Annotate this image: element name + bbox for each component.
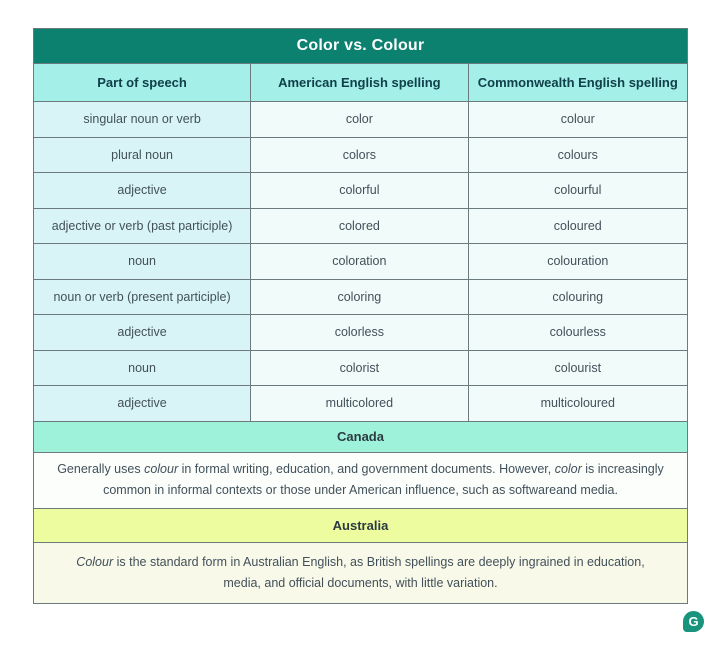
canada-section-heading: Canada: [34, 421, 687, 452]
table-title: Color vs. Colour: [34, 29, 687, 63]
canada-note-text: Generally uses colour in formal writing, education, and government documents. However, color is increasingly common in informal contexts or those under American influence, such as softwareand media.: [57, 462, 664, 497]
table-row: [34, 172, 687, 208]
table-row: [34, 208, 687, 244]
australia-section-heading: Australia: [34, 508, 687, 542]
australia-note-text: Colour is the standard form in Australian English, as British spellings are deeply ingrained in education, media, and official documents, with little variation.: [76, 554, 645, 590]
commonwealth-spelling-cell: colourless: [468, 315, 687, 350]
table-body: [34, 101, 687, 421]
commonwealth-spelling-cell: multicoloured: [468, 386, 687, 421]
table-row: [34, 279, 687, 315]
commonwealth-spelling-cell: colourful: [468, 173, 687, 208]
table-row: [34, 350, 687, 386]
american-spelling-cell: color: [250, 102, 467, 137]
table-header-row: [34, 63, 687, 101]
american-spelling-cell: coloring: [250, 280, 467, 315]
canada-note: [34, 452, 687, 508]
part-of-speech-cell: adjective or verb (past participle): [34, 209, 250, 244]
commonwealth-spelling-cell: colouration: [468, 244, 687, 279]
part-of-speech-cell: adjective: [34, 315, 250, 350]
header-part-of-speech: Part of speech: [34, 64, 250, 101]
american-spelling-cell: colors: [250, 138, 467, 173]
american-spelling-cell: coloration: [250, 244, 467, 279]
grammarly-logo-icon: G: [683, 611, 704, 632]
part-of-speech-cell: noun: [34, 244, 250, 279]
color-vs-colour-table: [33, 28, 688, 604]
american-spelling-cell: colorless: [250, 315, 467, 350]
commonwealth-spelling-cell: colouring: [468, 280, 687, 315]
part-of-speech-cell: adjective: [34, 173, 250, 208]
australia-note: [34, 542, 687, 603]
table-row: [34, 137, 687, 173]
part-of-speech-cell: plural noun: [34, 138, 250, 173]
american-spelling-cell: colorist: [250, 351, 467, 386]
american-spelling-cell: colored: [250, 209, 467, 244]
table-row: [34, 385, 687, 421]
commonwealth-spelling-cell: colour: [468, 102, 687, 137]
table-row: [34, 101, 687, 137]
commonwealth-spelling-cell: coloured: [468, 209, 687, 244]
table-row: [34, 243, 687, 279]
part-of-speech-cell: adjective: [34, 386, 250, 421]
part-of-speech-cell: noun or verb (present participle): [34, 280, 250, 315]
header-commonwealth-spelling: Commonwealth English spelling: [468, 64, 687, 101]
table-row: [34, 314, 687, 350]
commonwealth-spelling-cell: colours: [468, 138, 687, 173]
header-american-spelling: American English spelling: [250, 64, 467, 101]
american-spelling-cell: multicolored: [250, 386, 467, 421]
part-of-speech-cell: noun: [34, 351, 250, 386]
part-of-speech-cell: singular noun or verb: [34, 102, 250, 137]
commonwealth-spelling-cell: colourist: [468, 351, 687, 386]
american-spelling-cell: colorful: [250, 173, 467, 208]
